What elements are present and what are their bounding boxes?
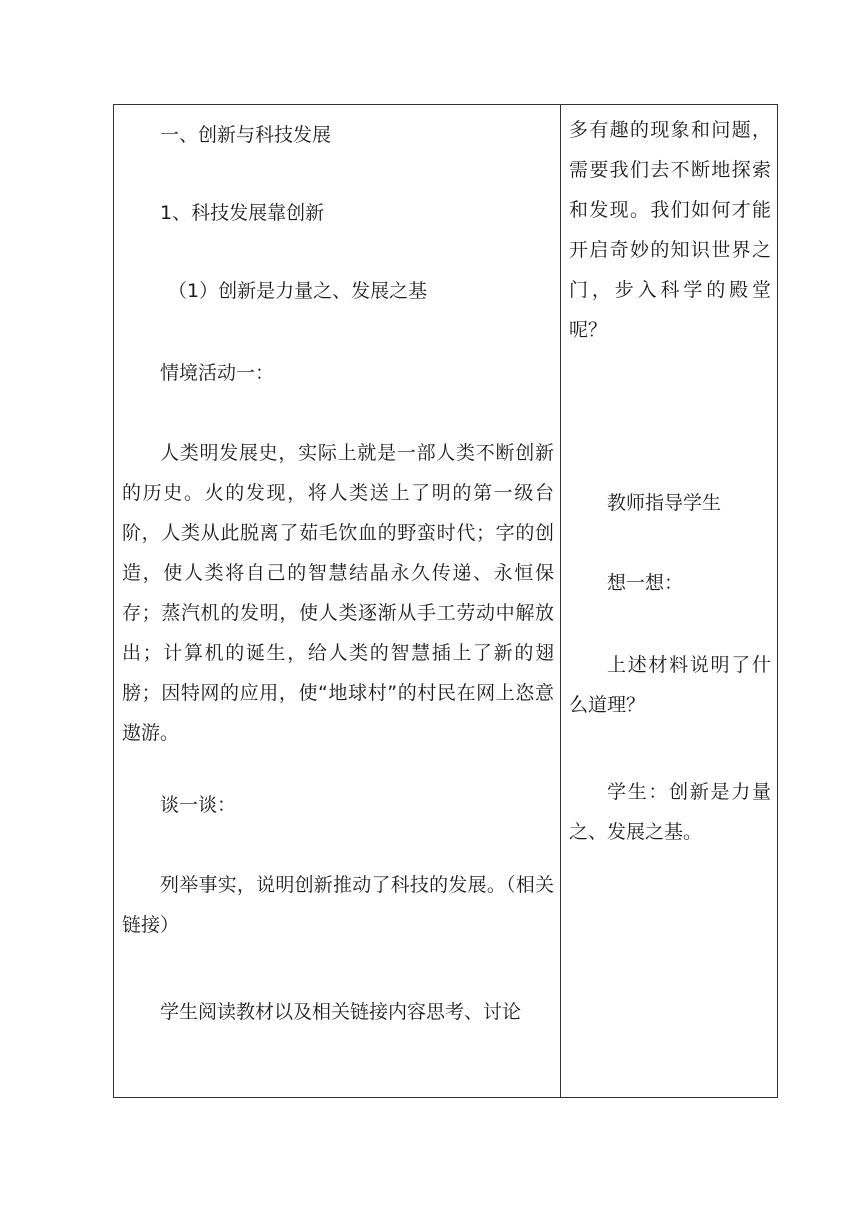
subsection-heading: 1、科技发展靠创新 <box>160 202 325 224</box>
activity-title: 情境活动一： <box>160 362 275 384</box>
lesson-table <box>113 104 778 1098</box>
student-activity-text: 学生阅读教材以及相关链接内容思考、讨论 <box>160 1001 522 1023</box>
intro-text: 多有趣的现象和问题，需要我们去不断地探索和发现。我们如何才能开启奇妙的知识世界之门，步入科学的殿堂呢？ <box>569 119 771 341</box>
think-title: 想一想： <box>607 572 684 594</box>
question-text: 上述材料说明了什么道理？ <box>569 654 771 716</box>
activity-text: 人类明发展史，实际上就是一部人类不断创新的历史。火的发现，将人类送上了明的第一级台阶，人类从此脱离了茹毛饮血的野蛮时代；字的创造，使人类将自己的智慧结晶永久传递、永恒保存；蒸汽机的发明，使人类逐渐从手工劳动中解放出；计算机的诞生，给人类的智慧插上了新的翅膀；因特网的应用，使“地球村”的村民在网上恣意遨游。 <box>122 442 554 744</box>
column-divider <box>560 105 561 1097</box>
point-heading: （1）创新是力量之、发展之基 <box>168 280 428 302</box>
notes-column <box>569 105 771 1097</box>
teacher-guide-text: 教师指导学生 <box>607 492 722 514</box>
content-column <box>122 105 554 1097</box>
discuss-title: 谈一谈： <box>160 794 237 816</box>
section-heading: 一、创新与科技发展 <box>160 124 332 146</box>
answer-text: 学生：创新是力量之、发展之基。 <box>569 781 771 843</box>
discuss-text: 列举事实，说明创新推动了科技的发展。（相关链接） <box>122 874 554 936</box>
